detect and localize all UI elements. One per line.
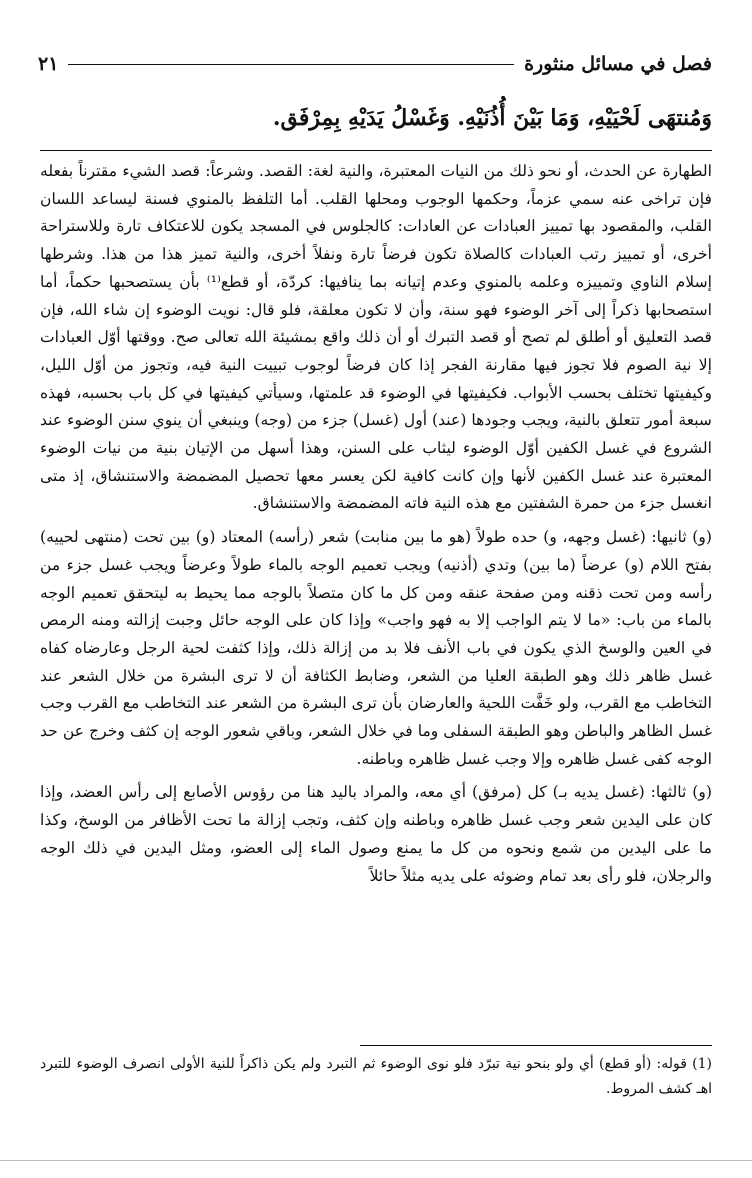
matn-divider bbox=[40, 150, 712, 151]
page-number: ٢١ bbox=[38, 53, 59, 75]
header-rule bbox=[68, 64, 514, 65]
footnote: (1) قوله: (أو قطع) أي ولو بنحو نية تبرّد فلو نوى الوضوء ثم التبرد ولم يكن ذاكراً للنية الأولى انصرف الوضوء للتبرد اهـ كشف المروط. bbox=[40, 1056, 712, 1097]
commentary-paragraph-3: (و) ثالثها: (غسل يديه بـ) كل (مرفق) أي معه، والمراد باليد هنا من رؤوس الأصابع إلى رأس العضد، وإذا كان على اليدين شعر وجب غسل ظاهره وباطنه وإن كثف، وتجب إزالة ما تحت الأظافر من الوسخ، وكذا ما على اليدين من شمع ونحوه من كل ما يمنع وصول الماء إلى العضو، ومثل اليدين في ذلك الوجه والرجلان، فلو رأى بعد تمام وضوئه على يديه مثلاً حائلاً bbox=[40, 783, 712, 885]
chapter-title: فصل في مسائل منثورة bbox=[524, 53, 712, 75]
commentary-paragraph-1: الطهارة عن الحدث، أو نحو ذلك من النيات المعتبرة، والنية لغة: القصد. وشرعاً: قصد الشيء مقترناً بفعله فإن تراخى عنه سمي عزماً، وحكمها الوجوب ومحلها القلب. أما التلفظ بالمنوي فسنة ليساعد اللسان القلب، والمقصود بها تمييز العبادات عن العادات: كالجلوس في المسجد يكون للاعتكاف تارة وللاستراحة أخرى، أو تمييز رتب العبادات كالصلاة تكون فرضاً تارة ونفلاً أخرى، والنية تميز هذا من هذا. وشرطها إسلام الناوي وتمييزه وعلمه بالمنوي وعدم إتيانه بما ينافيها: كردّة، أو قطع⁽¹⁾ بأن يستصحبها حكماً، أما استصحابها ذكراً إلى آخر الوضوء فهو سنة، وأن لا تكون معلقة، فلو قال: نويت الوضوء إن شاء الله، فإن قصد التعليق أو أطلق لم تصح أو قصد التبرك أو أن ذلك واقع بمشيئة الله تعالى صح. ووقتها أوّل العبادات إلا نية الصوم فلا تجوز فيها مقارنة الفجر إذا كان فرضاً لوجوب تبييت النية فيه، وتجوز من أوّل الليل، وكيفيتها تختلف بحسب الأبواب. فكيفيتها في الوضوء قد علمتها، وسيأتي كيفيتها في كل باب بحسبه، فهذه سبعة أمور تتعلق بالنية، ويجب وجودها (عند) أول (غسل) جزء من (وجه) وينبغي أن ينوي سنن الوضوء عند الشروع في غسل الكفين أوّل الوضوء ليثاب على السنن، وهذا أسهل من الإتيان بنية من نيات الوضوء المعتبرة عند غسل الكفين لأنها وإن كانت كافية لكن يعسر معها تحصيل المضمضة والاستنشاق، إذ متى انغسل جزء من حمرة الشفتين مع هذه النية فاته المضمضة والاستنشاق. bbox=[40, 162, 712, 513]
footnote-divider bbox=[360, 1045, 712, 1046]
commentary-body bbox=[40, 158, 712, 896]
commentary-paragraph-2: (و) ثانيها: (غسل وجهه، و) حده طولاً (هو ما بين منابت) شعر (رأسه) المعتاد (و) بين تحت (منتهى لحييه) بفتح اللام (و) عرضاً (ما بين) وتدي (أذنيه) ويجب تعميم الوجه بالماء طولاً وعرضاً ويجب غسل جزء من رأسه ومن تحت ذقنه ومن صفحة عنقه ومن كل ما كان متصلاً بالوجه مما يحيط به ليتحقق تعميم الوجه بالماء من باب: «ما لا يتم الواجب إلا به فهو واجب» وإذا كان على الوجه حائل وجبت إزالته ومنه الرمص في العين والوسخ الذي يكون في باب الأنف فلا بد من إزالة ذلك، وإذا كثفت لحية الرجل وعارضاه كفاه غسل ظاهر ذلك وهو الطبقة العليا من الشعر، وضابط الكثافة أن لا ترى البشرة من خلال الشعر عند التخاطب مع القرب، ولو خَفَّت اللحية والعارضان بأن ترى البشرة من الشعر عند التخاطب مع القرب وجب غسل الظاهر والباطن وهو الطبقة السفلى وما في خلال الشعر، وباقي شعور الوجه إن كثف وخرج عن حد الوجه كفى غسل ظاهره وإلا وجب غسل ظاهره وباطنه. bbox=[40, 528, 712, 768]
page-bottom-edge bbox=[0, 1160, 752, 1161]
matn-text: وَمُنتهَى لَحْيَيْهِ، وَمَا بَيْنَ أُذُنَيْهِ. وَغَسْلُ يَدَيْهِ بِمِرْفَق. bbox=[272, 105, 712, 131]
page-header bbox=[38, 44, 712, 84]
